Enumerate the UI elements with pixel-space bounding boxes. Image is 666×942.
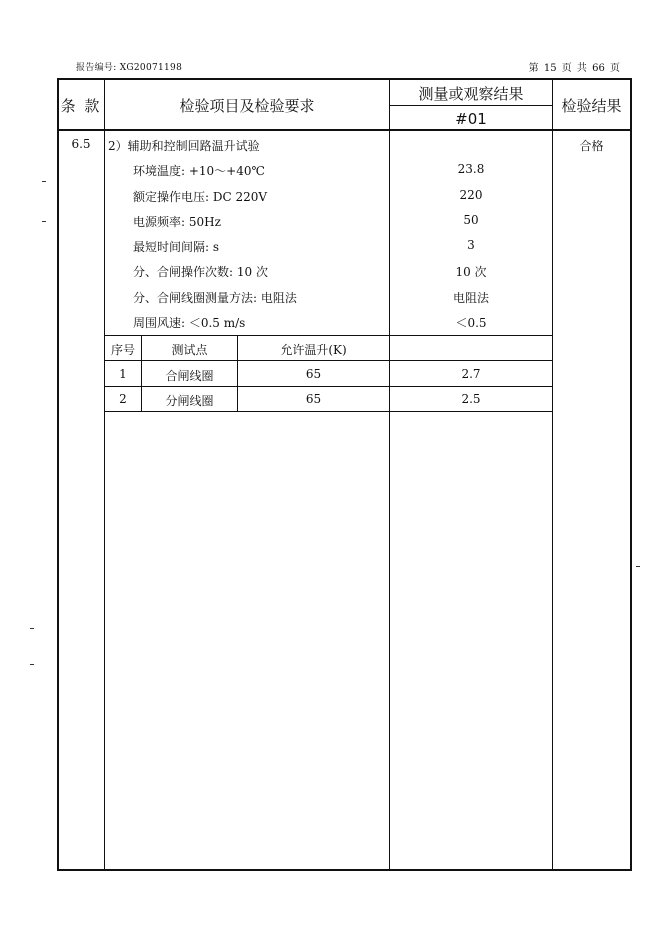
scan-mark: [42, 221, 46, 222]
subtable-row-no: 2: [119, 392, 127, 406]
subtable-row-no: 1: [119, 367, 127, 381]
subtable-header-allowed: 允许温升(K): [280, 343, 347, 357]
scan-mark: [30, 664, 34, 665]
clause-number: 6.5: [71, 137, 91, 151]
param-label: 电源频率: 50Hz: [133, 215, 221, 229]
page-info: 第 15 页 共 66 页: [528, 63, 620, 74]
subtable-row-measured: 2.5: [461, 392, 481, 406]
subtable-bottom-line: [104, 411, 552, 412]
param-value: 3: [467, 238, 475, 252]
param-label: 额定操作电压: DC 220V: [133, 190, 268, 204]
param-label: 分、合闸操作次数: 10 次: [133, 265, 268, 279]
param-value: 50: [463, 213, 479, 227]
header-measure: 测量或观察结果: [418, 85, 524, 103]
param-value: 23.8: [457, 162, 485, 176]
scan-mark: [42, 181, 46, 182]
header-bottom-line: [57, 129, 632, 131]
param-label: 分、合闸线圈测量方法: 电阻法: [133, 291, 297, 305]
param-value: ＜0.5: [455, 316, 487, 330]
param-label: 环境温度: +10～+40℃: [133, 164, 265, 178]
header-items: 检验项目及检验要求: [179, 97, 315, 115]
report-number: 报告编号: XG20071198: [76, 63, 183, 73]
header-clause: 条 款: [60, 97, 102, 115]
subtable-row-measured: 2.7: [461, 367, 481, 381]
param-value: 10 次: [455, 265, 487, 279]
table-left-border: [57, 78, 59, 871]
subtable-header-no: 序号: [110, 343, 135, 357]
subtable-row-allowed: 65: [305, 392, 322, 406]
measure-header-divider: [389, 105, 552, 106]
table-top-border: [57, 78, 632, 80]
subtable-row-point: 合闸线圈: [165, 369, 214, 383]
overall-result: 合格: [579, 139, 604, 153]
table-right-border: [630, 78, 632, 871]
subtable-top-line: [104, 335, 552, 336]
subtable-row-point: 分闸线圈: [165, 394, 214, 408]
subtable-header-bottom: [104, 360, 552, 361]
param-label: 周围风速: ＜0.5 m/s: [133, 316, 246, 330]
subtable-row-divider: [104, 386, 552, 387]
col-divider-measure: [552, 78, 553, 870]
subtable-row-allowed: 65: [305, 367, 322, 381]
col-divider-clause: [104, 78, 105, 870]
table-bottom-border: [57, 869, 632, 871]
param-value: 电阻法: [452, 291, 489, 305]
scan-mark: [30, 628, 34, 629]
header-sample-no: #01: [455, 110, 487, 128]
header-result: 检验结果: [561, 97, 622, 115]
scan-mark: [636, 566, 640, 567]
subtable-header-point: 测试点: [171, 343, 208, 357]
param-label: 最短时间间隔: s: [133, 240, 220, 254]
param-value: 220: [459, 188, 483, 202]
section-title: 2）辅助和控制回路温升试验: [108, 139, 260, 153]
